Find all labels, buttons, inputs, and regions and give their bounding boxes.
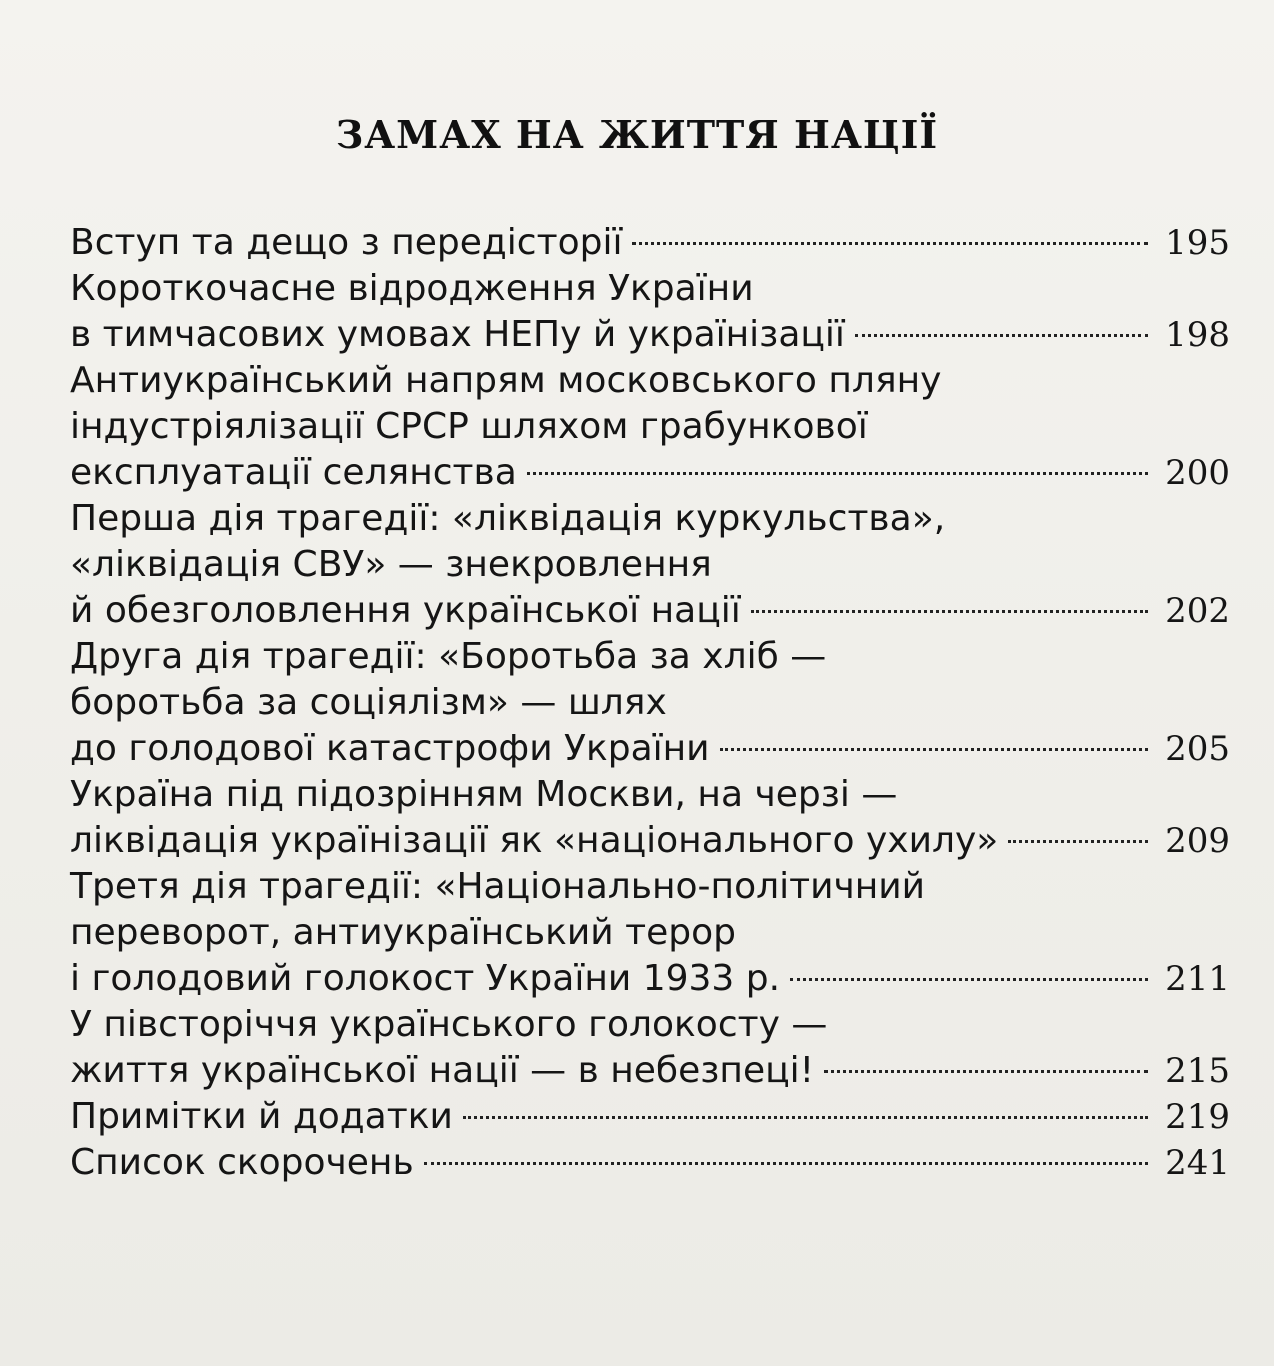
- toc-entry-text: Короткочасне відродження України: [70, 268, 754, 309]
- toc-entry-line: [70, 220, 1230, 266]
- toc-page-number: 215: [1165, 1051, 1230, 1091]
- toc-entry-text: боротьба за соціялізм» — шлях: [70, 682, 667, 723]
- toc-entry-text: індустріялізації СРСР шляхом грабункової: [70, 406, 868, 447]
- toc-entry-line: [70, 1048, 1230, 1094]
- toc-entry-line: [70, 864, 1230, 910]
- toc-page-number: 241: [1165, 1143, 1230, 1183]
- toc-page-number: 202: [1165, 591, 1230, 631]
- toc-entry-line: [70, 312, 1230, 358]
- toc-page-number: 211: [1165, 959, 1230, 999]
- toc-page-number: 198: [1165, 315, 1230, 355]
- page-title: ЗАМАХ НА ЖИТТЯ НАЦІЇ: [335, 112, 939, 157]
- toc-entry-text: У півсторіччя українського голокосту —: [70, 1004, 828, 1045]
- toc-entry-line: [70, 910, 1230, 956]
- toc-entry-line: [70, 1094, 1230, 1140]
- toc-entry-text: Перша дія трагедії: «ліквідація куркульства»,: [70, 498, 946, 539]
- dot-leader: [720, 748, 1148, 751]
- toc-entry-line: [70, 358, 1230, 404]
- toc-entry-text: й обезголовлення української нації: [70, 590, 741, 631]
- toc-entry-text: Примітки й додатки: [70, 1096, 453, 1137]
- dot-leader: [855, 334, 1148, 337]
- toc-entry-line: [70, 726, 1230, 772]
- toc-entry-line: [70, 818, 1230, 864]
- toc-entry-line: [70, 496, 1230, 542]
- toc-entry-line: [70, 450, 1230, 496]
- toc-entry-text: ліквідація українізації як «національного ухилу»: [70, 820, 999, 861]
- dot-leader: [527, 472, 1148, 475]
- toc-entry-text: експлуатації селянства: [70, 452, 517, 493]
- toc-entry: [70, 864, 1230, 1002]
- toc-entry-line: [70, 772, 1230, 818]
- toc-page-number: 195: [1165, 223, 1230, 263]
- toc-entry-text: Вступ та дещо з передісторії: [70, 222, 623, 263]
- toc-entry-line: [70, 680, 1230, 726]
- dot-leader: [751, 610, 1148, 613]
- toc-entry-line: [70, 588, 1230, 634]
- toc-entry: [70, 1094, 1230, 1140]
- toc-entry-text: Антиукраїнський напрям московського пляну: [70, 360, 942, 401]
- toc-entry: [70, 266, 1230, 358]
- toc-page-number: 209: [1165, 821, 1230, 861]
- toc-entry: [70, 1140, 1230, 1186]
- dot-leader: [632, 242, 1148, 245]
- toc-entry-text: життя української нації — в небезпеці!: [70, 1050, 815, 1091]
- toc-entry-line: [70, 1140, 1230, 1186]
- dot-leader: [790, 978, 1148, 981]
- toc-entry-line: [70, 956, 1230, 1002]
- dot-leader: [1008, 840, 1148, 843]
- toc-entry-text: і голодовий голокост України 1933 р.: [70, 958, 781, 999]
- toc-entry-text: до голодової катастрофи України: [70, 728, 710, 769]
- toc-entry: [70, 496, 1230, 634]
- toc-entry: [70, 772, 1230, 864]
- toc-entry-text: Список скорочень: [70, 1142, 414, 1183]
- toc-entry-text: Друга дія трагедії: «Боротьба за хліб —: [70, 636, 827, 677]
- toc-entry-line: [70, 404, 1230, 450]
- toc-page-number: 219: [1165, 1097, 1230, 1137]
- dot-leader: [824, 1070, 1148, 1073]
- toc-entry-line: [70, 266, 1230, 312]
- toc-entry-line: [70, 1002, 1230, 1048]
- dot-leader: [424, 1162, 1148, 1165]
- toc-entry: [70, 634, 1230, 772]
- dot-leader: [463, 1116, 1148, 1119]
- toc-entry-line: [70, 634, 1230, 680]
- toc-entry-text: «ліквідація СВУ» — знекровлення: [70, 544, 712, 585]
- toc-entry-text: переворот, антиукраїнський терор: [70, 912, 736, 953]
- toc-page-number: 200: [1165, 453, 1230, 493]
- table-of-contents: [70, 220, 1230, 1186]
- toc-entry: [70, 358, 1230, 496]
- toc-entry-text: Третя дія трагедії: «Національно-політичний: [70, 866, 926, 907]
- toc-page-number: 205: [1165, 729, 1230, 769]
- toc-entry: [70, 220, 1230, 266]
- toc-entry-text: в тимчасових умовах НЕПу й українізації: [70, 314, 845, 355]
- toc-entry: [70, 1002, 1230, 1094]
- toc-entry-text: Україна під підозрінням Москви, на черзі —: [70, 774, 898, 815]
- toc-entry-line: [70, 542, 1230, 588]
